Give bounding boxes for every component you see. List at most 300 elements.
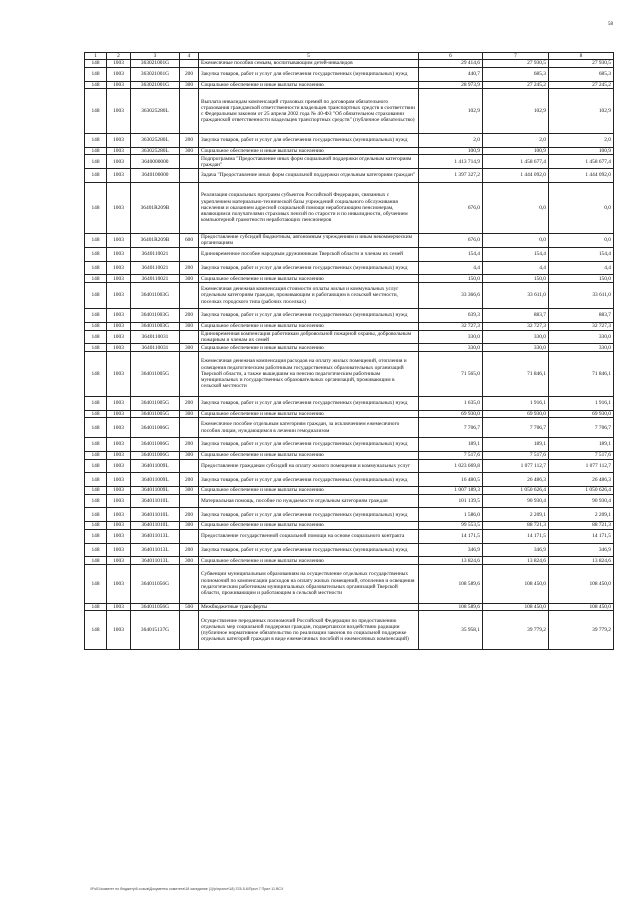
description-cell: Социальное обеспечение и иные выплаты населению: [199, 344, 419, 352]
section-code-cell: 1003: [107, 261, 131, 275]
expense-kind-cell: [180, 247, 199, 261]
section-code-cell: 1003: [107, 451, 131, 459]
amount-2018-cell: 71 565,0: [419, 351, 483, 396]
ministry-code-cell: 148: [85, 169, 107, 183]
description-cell: Материальная помощь, пособие по нуждаемости отдельным категориям граждан: [199, 494, 419, 508]
table-row: [85, 282, 614, 308]
target-article-cell: 364011003G: [131, 322, 180, 330]
amount-2019-cell: 330,0: [483, 344, 549, 352]
ministry-code-cell: 148: [85, 543, 107, 557]
target-article-cell: 3640110021: [131, 275, 180, 283]
column-header: 7: [483, 53, 549, 60]
amount-2018-cell: 108 589,6: [419, 565, 483, 604]
expense-kind-cell: 300: [180, 487, 199, 495]
description-cell: Единовременная компенсация работникам добровольной пожарной охраны, добровольным пожарным и членам их семей: [199, 330, 419, 344]
expense-kind-cell: [180, 529, 199, 543]
table-row: [85, 67, 614, 81]
target-article-cell: 3640100000: [131, 169, 180, 183]
amount-2018-cell: 1 023 669,8: [419, 459, 483, 473]
expense-kind-cell: 300: [180, 81, 199, 89]
section-code-cell: 1003: [107, 410, 131, 418]
description-cell: Предоставление гражданам субсидий на оплату жилого помещения и коммунальных услуг: [199, 459, 419, 473]
amount-2019-cell: 7 517,6: [483, 451, 549, 459]
table-row: [85, 182, 614, 233]
expense-kind-cell: [180, 611, 199, 650]
table-row: [85, 603, 614, 611]
ministry-code-cell: 148: [85, 247, 107, 261]
amount-2018-cell: 13 824,6: [419, 557, 483, 565]
ministry-code-cell: 148: [85, 233, 107, 247]
amount-2020-cell: 39 779,2: [549, 611, 614, 650]
amount-2019-cell: 150,0: [483, 275, 549, 283]
budget-table: [84, 52, 614, 650]
ministry-code-cell: 148: [85, 89, 107, 134]
column-header: 1: [85, 53, 107, 60]
section-code-cell: 1003: [107, 309, 131, 323]
amount-2018-cell: 639,3: [419, 309, 483, 323]
target-article-cell: 363025280L: [131, 89, 180, 134]
amount-2019-cell: 69 930,0: [483, 410, 549, 418]
expense-kind-cell: 200: [180, 261, 199, 275]
amount-2020-cell: 0,0: [549, 233, 614, 247]
ministry-code-cell: 148: [85, 459, 107, 473]
amount-2018-cell: 4,4: [419, 261, 483, 275]
amount-2019-cell: 27 930,5: [483, 60, 549, 68]
section-code-cell: 1003: [107, 182, 131, 233]
amount-2018-cell: 14 171,5: [419, 529, 483, 543]
amount-2020-cell: 2,0: [549, 133, 614, 147]
amount-2020-cell: 7 517,6: [549, 451, 614, 459]
amount-2020-cell: 32 727,3: [549, 322, 614, 330]
target-article-cell: 3640110021: [131, 247, 180, 261]
target-article-cell: 364011013L: [131, 529, 180, 543]
amount-2020-cell: 108 450,0: [549, 603, 614, 611]
amount-2020-cell: 4,4: [549, 261, 614, 275]
amount-2018-cell: 99 553,5: [419, 522, 483, 530]
section-code-cell: 1003: [107, 565, 131, 604]
expense-kind-cell: 300: [180, 557, 199, 565]
amount-2020-cell: 90 930,4: [549, 494, 614, 508]
expense-kind-cell: 200: [180, 396, 199, 410]
section-code-cell: 1003: [107, 60, 131, 68]
expense-kind-cell: [180, 459, 199, 473]
amount-2020-cell: 685,3: [549, 67, 614, 81]
amount-2018-cell: 150,0: [419, 275, 483, 283]
amount-2019-cell: 1 444 092,0: [483, 169, 549, 183]
ministry-code-cell: 148: [85, 438, 107, 452]
target-article-cell: 364011009L: [131, 459, 180, 473]
footer-file-path: \\Fs01\комитет по бюджету\6 созыв\Документы комитета\18 заседание (1)\р\проект\18) 378-5-6\Прил 7 Прил 11.BCX: [90, 887, 284, 891]
amount-2020-cell: 88 721,3: [549, 522, 614, 530]
section-code-cell: 1003: [107, 155, 131, 169]
expense-kind-cell: [180, 155, 199, 169]
column-header: 6: [419, 53, 483, 60]
amount-2018-cell: 346,9: [419, 543, 483, 557]
description-cell: Закупка товаров, работ и услуг для обеспечения государственных (муниципальных) нужд: [199, 473, 419, 487]
amount-2019-cell: 883,7: [483, 309, 549, 323]
expense-kind-cell: [180, 565, 199, 604]
description-cell: Социальное обеспечение и иные выплаты населению: [199, 81, 419, 89]
amount-2019-cell: 0,0: [483, 182, 549, 233]
amount-2018-cell: 69 930,0: [419, 410, 483, 418]
table-row: [85, 410, 614, 418]
amount-2018-cell: 7 517,6: [419, 451, 483, 459]
amount-2019-cell: 1 077 112,7: [483, 459, 549, 473]
amount-2018-cell: 32 727,3: [419, 322, 483, 330]
amount-2019-cell: 4,4: [483, 261, 549, 275]
amount-2020-cell: 1 050 626,4: [549, 487, 614, 495]
target-article-cell: 363021001G: [131, 60, 180, 68]
amount-2020-cell: 330,0: [549, 330, 614, 344]
expense-kind-cell: 300: [180, 275, 199, 283]
table-row: [85, 60, 614, 68]
description-cell: Межбюджетные трансферты: [199, 603, 419, 611]
amount-2020-cell: 27 245,2: [549, 81, 614, 89]
target-article-cell: 364011013L: [131, 543, 180, 557]
description-cell: Ежемесячная денежная компенсация стоимости оплаты жилья и коммунальных услуг отдельным категориям граждан, проживающим и работающим в сельской местности, поселках городского типа (рабочих поселках): [199, 282, 419, 308]
target-article-cell: 364011003G: [131, 309, 180, 323]
table-row: [85, 169, 614, 183]
table-row: [85, 275, 614, 283]
expense-kind-cell: 300: [180, 522, 199, 530]
amount-2019-cell: 189,1: [483, 438, 549, 452]
table-row: [85, 529, 614, 543]
table-row: [85, 309, 614, 323]
ministry-code-cell: 148: [85, 282, 107, 308]
amount-2018-cell: 101 139,5: [419, 494, 483, 508]
amount-2019-cell: 0,0: [483, 233, 549, 247]
ministry-code-cell: 148: [85, 133, 107, 147]
section-code-cell: 1003: [107, 282, 131, 308]
description-cell: Социальное обеспечение и иные выплаты населению: [199, 451, 419, 459]
target-article-cell: 364011056G: [131, 603, 180, 611]
ministry-code-cell: 148: [85, 473, 107, 487]
amount-2020-cell: 13 824,6: [549, 557, 614, 565]
section-code-cell: 1003: [107, 344, 131, 352]
amount-2020-cell: 71 846,1: [549, 351, 614, 396]
description-cell: Социальное обеспечение и иные выплаты населению: [199, 147, 419, 155]
expense-kind-cell: 200: [180, 543, 199, 557]
ministry-code-cell: 148: [85, 147, 107, 155]
table-row: [85, 473, 614, 487]
amount-2019-cell: 26 486,3: [483, 473, 549, 487]
table-row: [85, 322, 614, 330]
table-row: [85, 89, 614, 134]
target-article-cell: 364011006G: [131, 451, 180, 459]
section-code-cell: 1003: [107, 147, 131, 155]
amount-2020-cell: 69 930,0: [549, 410, 614, 418]
table-row: [85, 247, 614, 261]
ministry-code-cell: 148: [85, 81, 107, 89]
ministry-code-cell: 148: [85, 155, 107, 169]
amount-2018-cell: 33 366,6: [419, 282, 483, 308]
amount-2019-cell: 2 209,1: [483, 508, 549, 522]
ministry-code-cell: 148: [85, 522, 107, 530]
amount-2019-cell: 33 611,0: [483, 282, 549, 308]
amount-2018-cell: 100,9: [419, 147, 483, 155]
ministry-code-cell: 148: [85, 344, 107, 352]
amount-2020-cell: 150,0: [549, 275, 614, 283]
amount-2019-cell: 108 450,0: [483, 603, 549, 611]
description-cell: Выплата инвалидам компенсаций страховых премий по договорам обязательного страхования гражданской ответственности владельцев транспортных средств в соответствии с Федеральным законом от 25 апреля 2002 года № 40-ФЗ "Об обязательном страховании гражданской ответственности владельцев транспортных средств" (публичное обязательство): [199, 89, 419, 134]
amount-2019-cell: 1 916,1: [483, 396, 549, 410]
ministry-code-cell: 148: [85, 451, 107, 459]
table-row: [85, 418, 614, 438]
target-article-cell: 364011003G: [131, 282, 180, 308]
amount-2018-cell: 154,4: [419, 247, 483, 261]
section-code-cell: 1003: [107, 508, 131, 522]
target-article-cell: 364011056G: [131, 565, 180, 604]
ministry-code-cell: 148: [85, 603, 107, 611]
target-article-cell: 364011013L: [131, 557, 180, 565]
section-code-cell: 1003: [107, 487, 131, 495]
description-cell: Социальное обеспечение и иные выплаты населению: [199, 275, 419, 283]
ministry-code-cell: 148: [85, 275, 107, 283]
table-row: [85, 565, 614, 604]
amount-2018-cell: 1 007 189,3: [419, 487, 483, 495]
amount-2018-cell: 29 414,6: [419, 60, 483, 68]
amount-2018-cell: 330,0: [419, 330, 483, 344]
amount-2020-cell: 27 930,5: [549, 60, 614, 68]
amount-2020-cell: 14 171,5: [549, 529, 614, 543]
ministry-code-cell: 148: [85, 565, 107, 604]
section-code-cell: 1003: [107, 169, 131, 183]
expense-kind-cell: 200: [180, 473, 199, 487]
amount-2020-cell: 33 611,0: [549, 282, 614, 308]
amount-2018-cell: 1 413 714,9: [419, 155, 483, 169]
table-row: [85, 133, 614, 147]
amount-2020-cell: 26 486,3: [549, 473, 614, 487]
amount-2019-cell: 100,9: [483, 147, 549, 155]
target-article-cell: 36401R209B: [131, 182, 180, 233]
target-article-cell: 36401R209B: [131, 233, 180, 247]
target-article-cell: 364011009L: [131, 473, 180, 487]
description-cell: Закупка товаров, работ и услуг для обеспечения государственных (муниципальных) нужд: [199, 508, 419, 522]
expense-kind-cell: 300: [180, 322, 199, 330]
section-code-cell: 1003: [107, 557, 131, 565]
expense-kind-cell: 200: [180, 438, 199, 452]
amount-2020-cell: 1 916,1: [549, 396, 614, 410]
description-cell: Закупка товаров, работ и услуг для обеспечения государственных (муниципальных) нужд: [199, 309, 419, 323]
expense-kind-cell: [180, 282, 199, 308]
amount-2020-cell: 330,0: [549, 344, 614, 352]
ministry-code-cell: 148: [85, 330, 107, 344]
description-cell: Предоставление государственной социальной помощи на основе социального контракта: [199, 529, 419, 543]
expense-kind-cell: 300: [180, 410, 199, 418]
section-code-cell: 1003: [107, 418, 131, 438]
table-row: [85, 344, 614, 352]
section-code-cell: 1003: [107, 275, 131, 283]
expense-kind-cell: [180, 89, 199, 134]
description-cell: Социальное обеспечение и иные выплаты населению: [199, 557, 419, 565]
ministry-code-cell: 148: [85, 494, 107, 508]
amount-2018-cell: 1 586,0: [419, 508, 483, 522]
amount-2019-cell: 330,0: [483, 330, 549, 344]
amount-2018-cell: 1 397 327,2: [419, 169, 483, 183]
description-cell: Социальное обеспечение и иные выплаты населению: [199, 322, 419, 330]
amount-2019-cell: 27 245,2: [483, 81, 549, 89]
target-article-cell: 364011006G: [131, 418, 180, 438]
target-article-cell: 364011005G: [131, 410, 180, 418]
target-article-cell: 364011010L: [131, 494, 180, 508]
description-cell: Субвенции муниципальным образованиям на осуществление отдельных государственных полномочий по компенсации расходов на оплату жилых помещений, отопления и освещения педагогическим работникам муниципальных образовательных организаций Тверской области, проживающим и работающим в сельской местности: [199, 565, 419, 604]
description-cell: Предоставление субсидий бюджетным, автономным учреждениям и иным некоммерческим организациям: [199, 233, 419, 247]
table-row: [85, 522, 614, 530]
amount-2019-cell: 32 727,3: [483, 322, 549, 330]
target-article-cell: 3640110031: [131, 344, 180, 352]
expense-kind-cell: [180, 60, 199, 68]
column-header: 3: [131, 53, 180, 60]
table-row: [85, 233, 614, 247]
amount-2019-cell: 1 458 677,4: [483, 155, 549, 169]
table-row: [85, 351, 614, 396]
table-row: [85, 494, 614, 508]
expense-kind-cell: [180, 182, 199, 233]
amount-2018-cell: 35 958,1: [419, 611, 483, 650]
section-code-cell: 1003: [107, 522, 131, 530]
amount-2018-cell: 330,0: [419, 344, 483, 352]
amount-2018-cell: 1 635,0: [419, 396, 483, 410]
amount-2020-cell: 108 450,0: [549, 565, 614, 604]
table-row: [85, 147, 614, 155]
amount-2020-cell: 1 077 112,7: [549, 459, 614, 473]
amount-2018-cell: 440,7: [419, 67, 483, 81]
section-code-cell: 1003: [107, 543, 131, 557]
amount-2018-cell: 2,0: [419, 133, 483, 147]
description-cell: Задача "Предоставление иных форм социальной поддержки отдельным категориям граждан": [199, 169, 419, 183]
amount-2019-cell: 39 779,2: [483, 611, 549, 650]
ministry-code-cell: 148: [85, 410, 107, 418]
amount-2019-cell: 13 824,6: [483, 557, 549, 565]
expense-kind-cell: [180, 351, 199, 396]
description-cell: Подпрограмма "Предоставление иных форм социальной поддержки отдельным категориям граждан": [199, 155, 419, 169]
description-cell: Закупка товаров, работ и услуг для обеспечения государственных (муниципальных) нужд: [199, 261, 419, 275]
column-header: 4: [180, 53, 199, 60]
expense-kind-cell: [180, 418, 199, 438]
amount-2020-cell: 0,0: [549, 182, 614, 233]
amount-2019-cell: 102,9: [483, 89, 549, 134]
section-code-cell: 1003: [107, 459, 131, 473]
column-header: 5: [199, 53, 419, 60]
amount-2018-cell: 28 973,9: [419, 81, 483, 89]
description-cell: Реализация социальных программ субъектов Российской Федерации, связанных с укреплением материально-технической базы учреждений социального обслуживания населения и оказанием адресной социальной помощи неработающим пенсионерам, являющимся получателями страховых пенсий по старости и по инвалидности, обучением компьютерной грамотности неработающих пенсионеров: [199, 182, 419, 233]
table-row: [85, 155, 614, 169]
table-row: [85, 330, 614, 344]
section-code-cell: 1003: [107, 330, 131, 344]
target-article-cell: 364011005G: [131, 396, 180, 410]
description-cell: Ежемесячная денежная компенсация расходов на оплату жилых помещений, отопления и освещения педагогическим работникам государственных образовательных организаций Тверской области, а также вышедшим на пенсию педагогическим работникам муниципальных и государственных образовательных организаций, проживающим в сельской местности: [199, 351, 419, 396]
amount-2019-cell: 88 721,3: [483, 522, 549, 530]
amount-2019-cell: 154,4: [483, 247, 549, 261]
expense-kind-cell: 300: [180, 147, 199, 155]
table-row: [85, 438, 614, 452]
column-header: 2: [107, 53, 131, 60]
section-code-cell: 1003: [107, 494, 131, 508]
ministry-code-cell: 148: [85, 508, 107, 522]
target-article-cell: 363021001G: [131, 81, 180, 89]
expense-kind-cell: 200: [180, 67, 199, 81]
ministry-code-cell: 148: [85, 487, 107, 495]
target-article-cell: 364011005G: [131, 351, 180, 396]
table-row: [85, 508, 614, 522]
description-cell: Закупка товаров, работ и услуг для обеспечения государственных (муниципальных) нужд: [199, 396, 419, 410]
amount-2020-cell: 2 209,1: [549, 508, 614, 522]
table-row: [85, 543, 614, 557]
section-code-cell: 1003: [107, 89, 131, 134]
section-code-cell: 1003: [107, 322, 131, 330]
description-cell: Социальное обеспечение и иные выплаты населению: [199, 410, 419, 418]
column-number-row: [85, 53, 614, 60]
section-code-cell: 1003: [107, 81, 131, 89]
ministry-code-cell: 148: [85, 418, 107, 438]
target-article-cell: 364015137G: [131, 611, 180, 650]
target-article-cell: 3640110021: [131, 261, 180, 275]
table-body: [85, 60, 614, 650]
target-article-cell: 364011009L: [131, 487, 180, 495]
ministry-code-cell: 148: [85, 67, 107, 81]
ministry-code-cell: 148: [85, 322, 107, 330]
amount-2019-cell: 90 930,4: [483, 494, 549, 508]
description-cell: Социальное обеспечение и иные выплаты населению: [199, 522, 419, 530]
amount-2018-cell: 189,1: [419, 438, 483, 452]
amount-2018-cell: 676,0: [419, 233, 483, 247]
target-article-cell: 3640110031: [131, 330, 180, 344]
section-code-cell: 1003: [107, 603, 131, 611]
target-article-cell: 363021001G: [131, 67, 180, 81]
amount-2020-cell: 346,9: [549, 543, 614, 557]
description-cell: Закупка товаров, работ и услуг для обеспечения государственных (муниципальных) нужд: [199, 438, 419, 452]
amount-2019-cell: 71 846,1: [483, 351, 549, 396]
expense-kind-cell: 300: [180, 451, 199, 459]
ministry-code-cell: 148: [85, 611, 107, 650]
section-code-cell: 1003: [107, 611, 131, 650]
amount-2019-cell: 108 450,0: [483, 565, 549, 604]
amount-2018-cell: 676,0: [419, 182, 483, 233]
table-row: [85, 396, 614, 410]
table-row: [85, 611, 614, 650]
section-code-cell: 1003: [107, 438, 131, 452]
expense-kind-cell: [180, 169, 199, 183]
section-code-cell: 1003: [107, 233, 131, 247]
target-article-cell: 364011010L: [131, 508, 180, 522]
table-row: [85, 81, 614, 89]
amount-2019-cell: 2,0: [483, 133, 549, 147]
amount-2020-cell: 883,7: [549, 309, 614, 323]
description-cell: Ежемесячное пособие отдельным категориям граждан, за исключением ежемесячного пособия лицам, нуждающимся в лечении гемодиализом: [199, 418, 419, 438]
ministry-code-cell: 148: [85, 309, 107, 323]
amount-2019-cell: 14 171,5: [483, 529, 549, 543]
expense-kind-cell: 600: [180, 233, 199, 247]
amount-2018-cell: 108 589,6: [419, 603, 483, 611]
amount-2020-cell: 100,9: [549, 147, 614, 155]
table-row: [85, 459, 614, 473]
target-article-cell: 363025280L: [131, 133, 180, 147]
amount-2018-cell: 16 480,5: [419, 473, 483, 487]
target-article-cell: 3640000000: [131, 155, 180, 169]
section-code-cell: 1003: [107, 473, 131, 487]
section-code-cell: 1003: [107, 67, 131, 81]
description-cell: Осуществление переданных полномочий Российской Федерации по предоставлению отдельных мер социальной поддержки граждан, подвергшихся воздействию радиации (публичное нормативное обязательство по реализации законов по социальной поддержке отдельных категорий граждан в виде ежемесячных пособий и ежемесячных компенсаций): [199, 611, 419, 650]
section-code-cell: 1003: [107, 247, 131, 261]
table-row: [85, 487, 614, 495]
amount-2019-cell: 685,3: [483, 67, 549, 81]
target-article-cell: 364011010L: [131, 522, 180, 530]
ministry-code-cell: 148: [85, 60, 107, 68]
amount-2018-cell: 7 706,7: [419, 418, 483, 438]
table-row: [85, 261, 614, 275]
description-cell: Закупка товаров, работ и услуг для обеспечения государственных (муниципальных) нужд: [199, 67, 419, 81]
table-row: [85, 557, 614, 565]
